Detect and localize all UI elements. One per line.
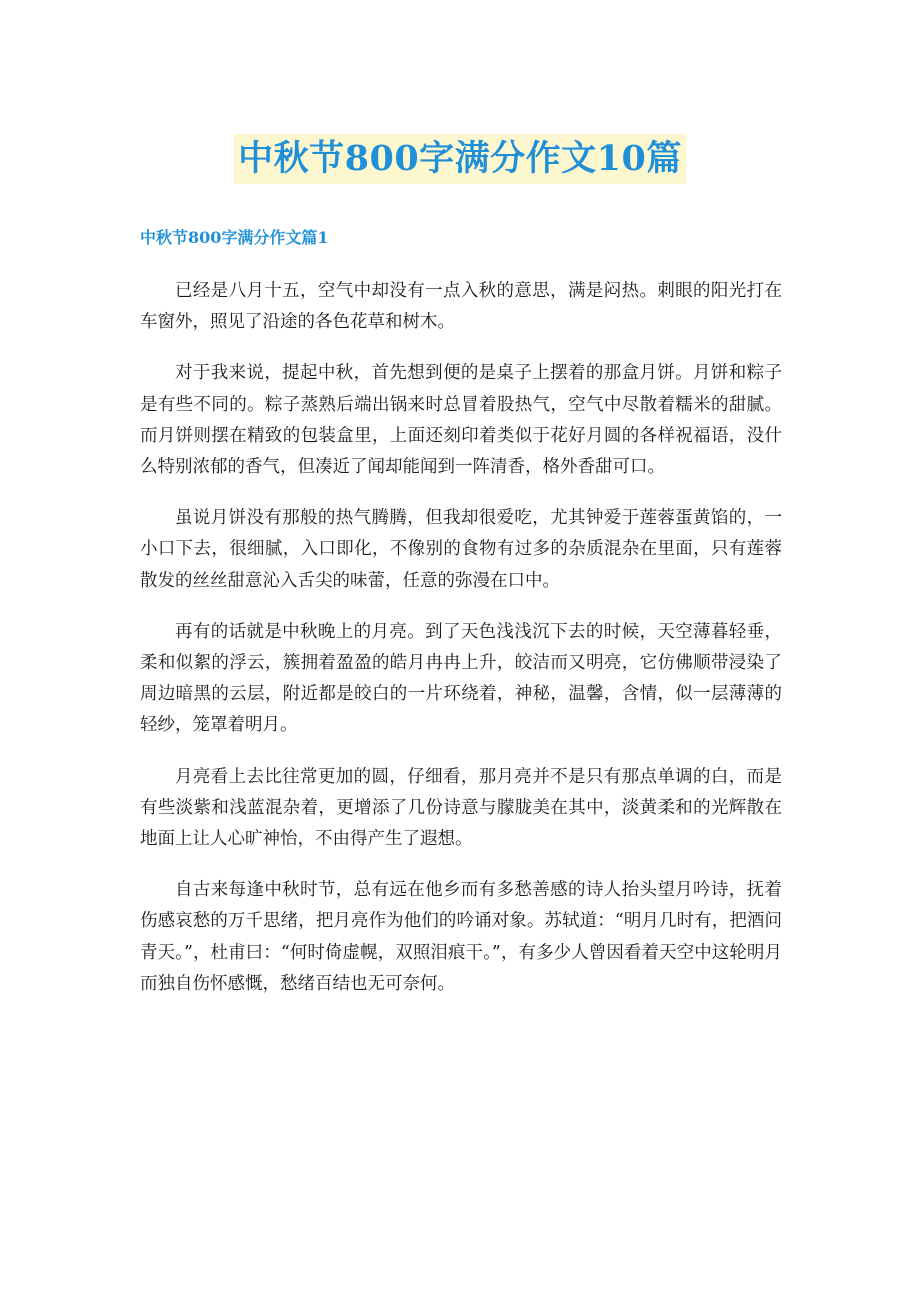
paragraph-6: 自古来每逢中秋时节，总有远在他乡而有多愁善感的诗人抬头望月吟诗，抚着伤感哀愁的万千思绪，把月亮作为他们的吟诵对象。苏轼道：“明月几时有，把酒问青天。”，杜甫曰：“何时倚虚幌，双照泪痕干。”，有多少人曾因看着天空中这轮明月而独自伤怀感慨，愁绪百结也无可奈何。	[140, 880, 782, 994]
paragraph-2: 对于我来说，提起中秋，首先想到便的是桌子上摆着的那盒月饼。月饼和粽子是有些不同的。粽子蒸熟后端出锅来时总冒着股热气，空气中尽散着糯米的甜腻。而月饼则摆在精致的包装盒里，上面还刻印着类似于花好月圆的各样祝福语，没什么特别浓郁的香气，但凑近了闻却能闻到一阵清香，格外香甜可口。	[140, 363, 782, 478]
paragraph-3: 虽说月饼没有那般的热气腾腾，但我却很爱吃，尤其钟爱于莲蓉蛋黄馅的，一小口下去，很细腻，入口即化，不像别的食物有过多的杂质混杂在里面，只有莲蓉散发的丝丝甜意沁入舌尖的味蕾，任意的弥漫在口中。	[140, 508, 782, 591]
document-title: 中秋节800字满分作文10篇	[234, 134, 686, 184]
paragraph-1: 已经是八月十五，空气中却没有一点入秋的意思，满是闷热。刺眼的阳光打在车窗外，照见了沿途的各色花草和树木。	[140, 281, 782, 333]
section-heading: 中秋节800字满分作文篇1	[140, 228, 329, 247]
paragraph-4: 再有的话就是中秋晚上的月亮。到了天色浅浅沉下去的时候，天空薄暮轻垂，柔和似絮的浮云，簇拥着盈盈的皓月冉冉上升，皎洁而又明亮，它仿佛顺带浸染了周边暗黑的云层，附近都是皎白的一片环绕着，神秘，温馨，含情，似一层薄薄的轻纱，笼罩着明月。	[140, 621, 782, 736]
title-container	[0, 134, 920, 184]
article-body	[140, 276, 782, 1020]
paragraph-5: 月亮看上去比往常更加的圆，仔细看，那月亮并不是只有那点单调的白，而是有些淡紫和浅蓝混杂着，更增添了几份诗意与朦胧美在其中，淡黄柔和的光辉散在地面上让人心旷神怡，不由得产生了遐想。	[140, 766, 782, 850]
